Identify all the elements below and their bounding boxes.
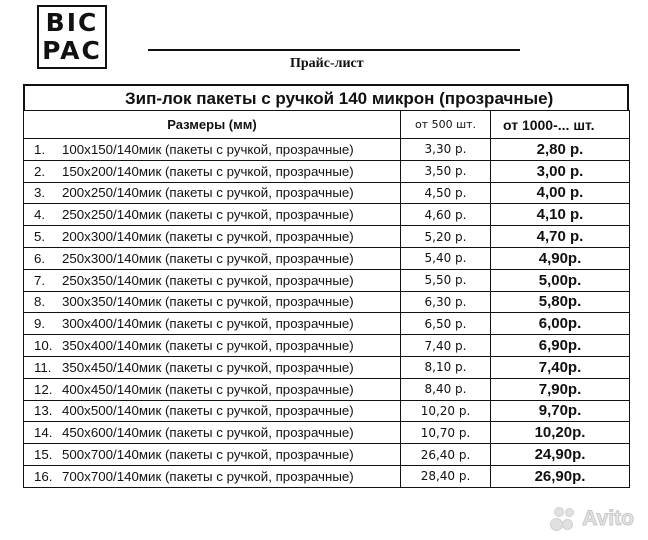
product-name: 350х450/140мик (пакеты с ручкой, прозрачные) <box>62 359 354 375</box>
product-name: 400х500/140мик (пакеты с ручкой, прозрачные) <box>62 403 354 419</box>
logo-line-1: BIC <box>45 8 99 37</box>
table-row <box>24 291 630 313</box>
price-from-1000: 2,80 р. <box>491 139 630 161</box>
table-row <box>24 378 630 400</box>
bicpac-logo <box>37 5 107 69</box>
table-row <box>24 444 630 466</box>
row-number: 2. <box>34 163 46 179</box>
table-row <box>24 269 630 291</box>
price-from-500: 5,50 р. <box>401 269 491 291</box>
price-from-1000: 4,00 р. <box>491 182 630 204</box>
price-from-500: 5,40 р. <box>401 247 491 269</box>
product-size-cell <box>24 465 401 487</box>
product-size-cell <box>24 313 401 335</box>
avito-watermark <box>550 506 634 532</box>
table-row <box>24 356 630 378</box>
product-name: 450х600/140мик (пакеты с ручкой, прозрачные) <box>62 425 354 441</box>
table-row <box>24 313 630 335</box>
product-name: 250х300/140мик (пакеты с ручкой, прозрачные) <box>62 250 354 266</box>
price-from-1000: 3,00 р. <box>491 160 630 182</box>
product-size-cell <box>24 160 401 182</box>
row-number: 6. <box>34 250 46 266</box>
price-from-500: 4,60 р. <box>401 204 491 226</box>
table-row <box>24 400 630 422</box>
row-number: 4. <box>34 207 46 223</box>
product-name: 300х400/140мик (пакеты с ручкой, прозрачные) <box>62 316 354 332</box>
product-size-cell <box>24 204 401 226</box>
product-size-cell <box>24 226 401 248</box>
product-name: 500х700/140мик (пакеты с ручкой, прозрачные) <box>62 447 354 463</box>
product-size-cell <box>24 378 401 400</box>
header-rule <box>148 49 520 51</box>
row-number: 15. <box>34 447 53 463</box>
table-caption: Зип-лок пакеты с ручкой 140 микрон (прозрачные) <box>23 84 629 110</box>
product-size-cell <box>24 269 401 291</box>
price-from-500: 3,50 р. <box>401 160 491 182</box>
table-row <box>24 465 630 487</box>
header-from-1000: от 1000-... шт. <box>491 111 630 139</box>
table-row <box>24 226 630 248</box>
row-number: 7. <box>34 272 46 288</box>
table-row <box>24 182 630 204</box>
price-from-1000: 26,90р. <box>491 465 630 487</box>
row-number: 11. <box>34 359 52 375</box>
table-row <box>24 139 630 161</box>
price-table <box>23 110 630 488</box>
product-size-cell <box>24 139 401 161</box>
product-name: 300х350/140мик (пакеты с ручкой, прозрачные) <box>62 294 354 310</box>
row-number: 13. <box>34 403 53 419</box>
row-number: 9. <box>34 316 46 332</box>
price-from-500: 10,20 р. <box>401 400 491 422</box>
price-from-1000: 5,00р. <box>491 269 630 291</box>
row-number: 12. <box>34 381 53 397</box>
price-from-1000: 4,90р. <box>491 247 630 269</box>
price-from-500: 26,40 р. <box>401 444 491 466</box>
product-size-cell <box>24 400 401 422</box>
product-name: 700х700/140мик (пакеты с ручкой, прозрачные) <box>62 468 354 484</box>
price-from-500: 4,50 р. <box>401 182 491 204</box>
price-from-1000: 24,90р. <box>491 444 630 466</box>
table-row <box>24 247 630 269</box>
row-number: 8. <box>34 294 46 310</box>
product-name: 350х400/140мик (пакеты с ручкой, прозрачные) <box>62 338 354 354</box>
price-from-1000: 7,40р. <box>491 356 630 378</box>
product-size-cell <box>24 356 401 378</box>
price-from-1000: 7,90р. <box>491 378 630 400</box>
row-number: 10. <box>34 338 53 354</box>
row-number: 1. <box>34 141 46 157</box>
row-number: 5. <box>34 229 46 245</box>
row-number: 14. <box>34 425 53 441</box>
price-from-1000: 10,20р. <box>491 422 630 444</box>
product-name: 150х200/140мик (пакеты с ручкой, прозрачные) <box>62 163 354 179</box>
product-name: 400х450/140мик (пакеты с ручкой, прозрачные) <box>62 381 354 397</box>
table-row <box>24 204 630 226</box>
row-number: 16. <box>34 468 53 484</box>
header-size: Размеры (мм) <box>24 111 401 139</box>
product-name: 250х250/140мик (пакеты с ручкой, прозрачные) <box>62 207 354 223</box>
price-from-1000: 4,70 р. <box>491 226 630 248</box>
price-from-500: 7,40 р. <box>401 335 491 357</box>
product-name: 200х250/140мик (пакеты с ручкой, прозрачные) <box>62 185 354 201</box>
table-row <box>24 422 630 444</box>
price-from-1000: 6,00р. <box>491 313 630 335</box>
price-from-1000: 5,80р. <box>491 291 630 313</box>
avito-wordmark: Avito <box>582 507 634 530</box>
table-row <box>24 160 630 182</box>
table-header-row <box>24 111 630 139</box>
price-from-1000: 4,10 р. <box>491 204 630 226</box>
product-name: 250х350/140мик (пакеты с ручкой, прозрачные) <box>62 272 354 288</box>
product-size-cell <box>24 422 401 444</box>
table-row <box>24 335 630 357</box>
price-from-500: 10,70 р. <box>401 422 491 444</box>
price-from-1000: 6,90р. <box>491 335 630 357</box>
product-size-cell <box>24 247 401 269</box>
header-from-500: от 500 шт. <box>401 111 491 139</box>
price-from-500: 28,40 р. <box>401 465 491 487</box>
price-from-500: 6,50 р. <box>401 313 491 335</box>
product-name: 200х300/140мик (пакеты с ручкой, прозрачные) <box>62 229 354 245</box>
price-table-container <box>23 84 629 488</box>
product-name: 100х150/140мик (пакеты с ручкой, прозрачные) <box>62 141 354 157</box>
price-from-500: 3,30 р. <box>401 139 491 161</box>
price-from-500: 5,20 р. <box>401 226 491 248</box>
document-title: Прайс-лист <box>290 56 364 71</box>
avito-dots-icon <box>550 506 576 532</box>
product-size-cell <box>24 291 401 313</box>
price-from-500: 8,10 р. <box>401 356 491 378</box>
logo-line-2: PAC <box>42 36 102 65</box>
row-number: 3. <box>34 185 46 201</box>
price-from-500: 8,40 р. <box>401 378 491 400</box>
price-from-1000: 9,70р. <box>491 400 630 422</box>
product-size-cell <box>24 444 401 466</box>
price-from-500: 6,30 р. <box>401 291 491 313</box>
product-size-cell <box>24 182 401 204</box>
product-size-cell <box>24 335 401 357</box>
